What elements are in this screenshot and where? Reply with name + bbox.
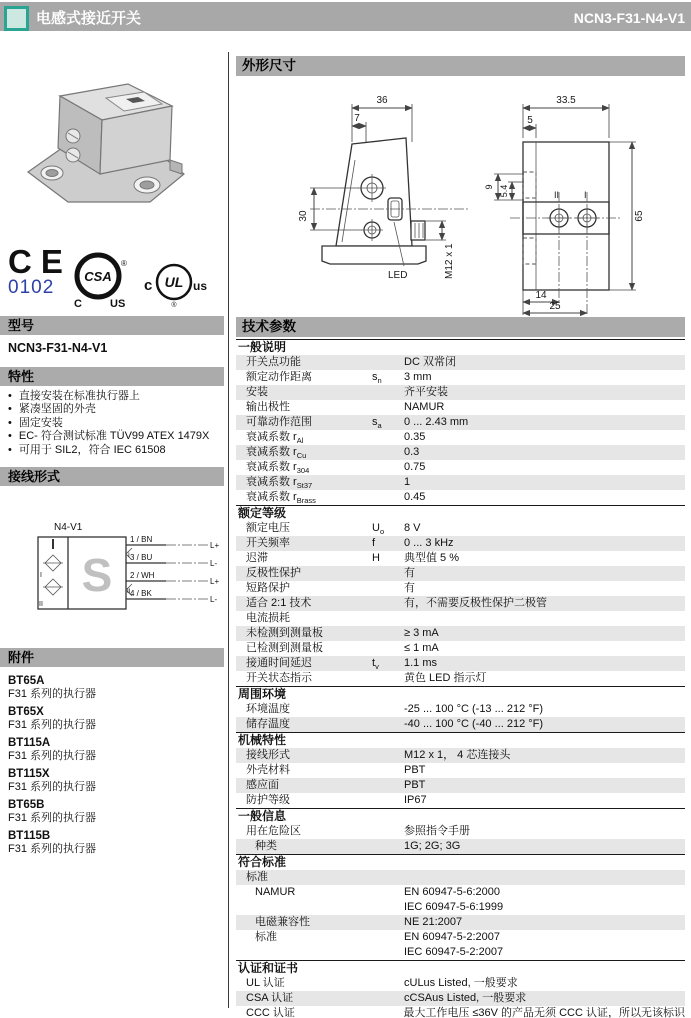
accessory-model: BT115X — [8, 768, 50, 780]
dim-7-label: 7 — [354, 113, 360, 124]
tech-row — [236, 355, 685, 370]
tech-row — [236, 839, 685, 854]
tech-row-label: 衰减系数 $r_{Al}$ — [246, 431, 304, 446]
tech-row-label: 额定电压 — [246, 522, 290, 534]
column-divider — [228, 52, 229, 1008]
tech-row-value — [404, 870, 685, 885]
tech-row — [236, 536, 685, 551]
feature-item: • 可用于 SIL2，符合 IEC 61508 — [8, 444, 224, 457]
accessory-description: F31 系列的执行器 — [8, 843, 97, 855]
tech-row-value: 有 — [404, 567, 415, 579]
dimension-drawing — [238, 82, 685, 316]
tech-row — [236, 475, 685, 490]
section-header-model: 型号 — [0, 316, 224, 335]
accessory-item — [8, 674, 222, 701]
tech-row-label: 迟滞 — [246, 552, 268, 564]
tech-row-value: ≥ 3 mA — [404, 627, 439, 639]
tech-row-value: 3 mm — [404, 371, 432, 383]
tech-row-symbol — [368, 611, 404, 626]
tech-section-header: 一般信息 — [236, 808, 685, 824]
tech-row-value — [404, 611, 685, 626]
tech-row-value: NAMUR — [404, 401, 445, 413]
tech-row-symbol — [368, 490, 404, 505]
tech-row-value: 0 ... 2.43 mm — [404, 416, 469, 428]
tech-row — [236, 656, 685, 671]
accessory-description: F31 系列的执行器 — [8, 719, 97, 731]
dim-5-4-label: 5.4 — [499, 184, 509, 198]
accessory-item — [8, 705, 222, 732]
tech-row-label: 安装 — [246, 386, 268, 398]
feature-item: • EC- 符合测试标准 TÜV99 ATEX 1479X — [8, 430, 224, 443]
tech-row-value: IP67 — [404, 794, 427, 806]
header-model: NCN3-F31-N4-V1 — [573, 10, 685, 26]
tech-row-symbol — [368, 566, 404, 581]
tech-row-value: 黄色 LED 指示灯 — [404, 672, 487, 684]
tech-row — [236, 671, 685, 686]
tech-row — [236, 385, 685, 400]
tech-row — [236, 702, 685, 717]
tech-row-symbol — [368, 460, 404, 475]
tech-row-label: 接通时间延迟 — [246, 657, 312, 669]
model-number: NCN3-F31-N4-V1 — [8, 341, 108, 355]
thread-label: M12 x 1 — [444, 243, 455, 279]
accessory-item — [8, 767, 222, 794]
wire-polarity-label: L- — [210, 595, 218, 604]
tech-row-label: 未检测到测量板 — [246, 627, 323, 639]
accessory-item — [8, 798, 222, 825]
tech-row-label: 已检测到测量板 — [246, 642, 323, 654]
accessory-model: BT65B — [8, 799, 45, 811]
tech-row-value: 有，不需要反极性保护二极管 — [404, 597, 547, 609]
wire-pin-label: 3 / BU — [130, 553, 153, 562]
tech-row-symbol — [368, 824, 404, 839]
tech-row-value: cCSAus Listed, 一般要求 — [404, 992, 527, 1004]
tech-row-symbol — [368, 717, 404, 732]
tech-row — [236, 778, 685, 793]
tech-row-label: 开关点功能 — [246, 356, 301, 368]
tech-row — [236, 885, 685, 915]
accessory-description: F31 系列的执行器 — [8, 781, 97, 793]
tech-row-label: 防护等级 — [246, 794, 290, 806]
product-image — [10, 54, 205, 239]
wire-pin-label: 4 / BK — [130, 589, 152, 598]
ce-mark — [8, 243, 72, 298]
tech-row-symbol: H — [372, 552, 380, 564]
tech-row — [236, 870, 685, 885]
tech-row-symbol — [368, 385, 404, 400]
csa-letters: CSA — [84, 269, 112, 284]
tech-row-symbol — [368, 885, 404, 915]
tech-row — [236, 763, 685, 778]
tech-row-label: 种类 — [255, 840, 277, 852]
tech-section-header: 一般说明 — [236, 339, 685, 355]
dim-9-label: 9 — [484, 184, 494, 190]
tech-row-label: 开关状态指示 — [246, 672, 312, 684]
feature-list — [8, 390, 224, 457]
ce-mark-letters: CE — [8, 243, 72, 280]
accessory-model: BT65X — [8, 706, 44, 718]
wire-pin-label: 1 / BN — [130, 535, 153, 544]
header-bar — [0, 2, 691, 31]
tech-row-symbol — [368, 870, 404, 885]
feature-item: • 紧凑坚固的外壳 — [8, 403, 224, 416]
led-label: LED — [388, 270, 408, 281]
accessory-model: BT115B — [8, 830, 51, 842]
tech-row-symbol — [368, 641, 404, 656]
channel-1-label: I — [584, 190, 587, 200]
tech-row — [236, 824, 685, 839]
tech-row-symbol — [368, 596, 404, 611]
feature-item: • 固定安装 — [8, 417, 224, 430]
brand-square-icon — [4, 6, 29, 31]
tech-row-symbol: $t_v$ — [372, 657, 379, 672]
tech-row — [236, 490, 685, 505]
tech-section-header: 符合标准 — [236, 854, 685, 870]
tech-row-symbol — [368, 400, 404, 415]
sensor-s-mark: S — [81, 549, 113, 601]
tech-row-symbol — [368, 991, 404, 1006]
dim-30-label: 30 — [298, 210, 309, 222]
accessory-list — [8, 674, 222, 860]
wire-pin-label: 2 / WH — [130, 571, 155, 580]
tech-row-symbol — [367, 1006, 403, 1018]
tech-row-label: 环境温度 — [246, 703, 290, 715]
tech-row-label: NAMUR — [255, 886, 296, 898]
tech-row — [236, 566, 685, 581]
tech-row-value: 齐平安装 — [404, 386, 448, 398]
tech-row-label: 衰减系数 $r_{Cu}$ — [246, 446, 307, 461]
tech-row-label: 可靠动作范围 — [246, 416, 312, 428]
tech-row — [236, 915, 685, 930]
tech-row — [236, 370, 685, 385]
tech-row-value: 最大工作电压 ≤36V 的产品无须 CCC 认证，所以无该标识 — [403, 1007, 685, 1018]
wire-polarity-label: L+ — [210, 577, 220, 586]
tech-row — [236, 930, 685, 960]
tech-section-header: 机械特性 — [236, 732, 685, 748]
tech-row-symbol — [368, 976, 404, 991]
wire-group-2-label: II — [127, 588, 131, 595]
tech-section-header: 周围环境 — [236, 686, 685, 702]
channel-2-label: II — [554, 190, 560, 200]
tech-row-value: 1.1 ms — [404, 657, 438, 669]
tech-row — [236, 717, 685, 732]
tech-row-label: 标准 — [246, 871, 268, 883]
tech-row-value: EN 60947-5-2:2007 IEC 60947-5-2:2007 — [404, 931, 504, 958]
tech-row-value: EN 60947-5-6:2000 IEC 60947-5-6:1999 — [404, 886, 504, 913]
tech-row-label: 储存温度 — [246, 718, 290, 730]
tech-row-value: NE 21:2007 — [404, 916, 463, 928]
ul-c-label: c — [144, 277, 153, 294]
csa-mark — [68, 250, 132, 310]
accessory-item — [8, 829, 222, 856]
tech-row-symbol — [368, 748, 404, 763]
tech-row-label: 外壳材料 — [246, 764, 290, 776]
dim-33-5-label: 33.5 — [556, 95, 576, 106]
tech-row-label: 感应面 — [246, 779, 279, 791]
dim-65-label: 65 — [634, 210, 645, 222]
tech-row-value: 典型值 5 % — [404, 552, 460, 564]
section-header-features: 特性 — [0, 367, 224, 386]
wire-polarity-label: L+ — [210, 541, 220, 550]
tech-row-symbol — [368, 445, 404, 460]
tech-row-label: 衰减系数 $r_{St37}$ — [246, 476, 313, 491]
dim-36-label: 36 — [376, 95, 388, 106]
tech-row-label: 接线形式 — [246, 749, 290, 761]
tech-row — [236, 430, 685, 445]
tech-row-symbol: $s_a$ — [372, 416, 382, 431]
tech-row — [236, 748, 685, 763]
feature-item: • 直接安装在标准执行器上 — [8, 390, 224, 403]
wiring-diagram — [16, 519, 221, 621]
tech-row-value: 有 — [404, 582, 415, 594]
tech-row-label: 输出极性 — [246, 401, 290, 413]
tech-row-value: 0.75 — [404, 461, 426, 473]
ul-us-label: us — [193, 279, 208, 293]
wiring-channel-1-inner: I — [40, 572, 42, 579]
wire-polarity-label: L- — [210, 559, 218, 568]
accessory-item — [8, 736, 222, 763]
tech-row-symbol — [368, 793, 404, 808]
tech-row-symbol — [368, 778, 404, 793]
tech-row-label: 反极性保护 — [246, 567, 301, 579]
tech-row-symbol — [368, 763, 404, 778]
tech-row-value: -25 ... 100 °C (-13 ... 212 °F) — [404, 703, 544, 715]
tech-row — [236, 793, 685, 808]
registered-icon: ® — [121, 259, 127, 268]
tech-row-value: PBT — [404, 779, 426, 791]
tech-row-label: 短路保护 — [246, 582, 290, 594]
tech-row-label: 额定动作距离 — [246, 371, 312, 383]
tech-section-header: 额定等级 — [236, 505, 685, 521]
tech-row-label: 开关频率 — [246, 537, 290, 549]
tech-row-symbol — [368, 626, 404, 641]
wiring-variant-label: N4-V1 — [54, 522, 83, 533]
tech-row-value: M12 x 1， 4 芯连接头 — [404, 749, 511, 761]
section-header-dimensions: 外形尺寸 — [236, 56, 685, 76]
tech-row-value: ≤ 1 mA — [404, 642, 439, 654]
dim-25-label: 25 — [549, 301, 561, 312]
csa-c-label: C — [74, 298, 82, 310]
accessory-model: BT65A — [8, 675, 45, 687]
tech-row-label: 电流损耗 — [246, 612, 290, 624]
tech-row — [236, 641, 685, 656]
tech-row — [236, 1006, 685, 1018]
tech-row-value: DC 双常闭 — [404, 356, 456, 368]
tech-row — [236, 521, 685, 536]
tech-row-label: 用在危险区 — [246, 825, 301, 837]
tech-row-label: CCC 认证 — [246, 1007, 295, 1018]
tech-row-value: 0.3 — [404, 446, 420, 458]
tech-row-symbol — [368, 915, 404, 930]
tech-row-symbol: f — [372, 537, 376, 549]
tech-table — [236, 339, 685, 1018]
tech-row — [236, 551, 685, 566]
section-header-tech: 技术参数 — [236, 317, 685, 337]
tech-row-value: 1 — [404, 476, 411, 488]
section-header-accessories: 附件 — [0, 648, 224, 667]
tech-row-symbol — [368, 930, 404, 960]
tech-row — [236, 581, 685, 596]
tech-row-symbol — [368, 671, 404, 686]
page-title: 电感式接近开关 — [36, 10, 142, 27]
tech-row-label: UL 认证 — [246, 977, 285, 989]
tech-row-symbol — [368, 839, 404, 854]
tech-row-symbol — [368, 581, 404, 596]
tech-row-label: 电磁兼容性 — [255, 916, 310, 928]
tech-row — [236, 460, 685, 475]
tech-row-label: 衰减系数 $r_{304}$ — [246, 461, 310, 476]
dim-5-label: 5 — [527, 115, 533, 126]
tech-row-value: -40 ... 100 °C (-40 ... 212 °F) — [404, 718, 544, 730]
accessory-description: F31 系列的执行器 — [8, 812, 97, 824]
accessory-description: F31 系列的执行器 — [8, 750, 97, 762]
ul-letters: UL — [164, 274, 184, 290]
tech-row-value: cULus Listed, 一般要求 — [404, 977, 518, 989]
accessory-description: F31 系列的执行器 — [8, 688, 97, 700]
accessory-model: BT115A — [8, 737, 51, 749]
tech-row-label: 适合 2:1 技术 — [246, 597, 312, 609]
tech-row-symbol: $U_o$ — [372, 522, 385, 537]
section-header-connection: 接线形式 — [0, 467, 224, 486]
tech-row-symbol — [368, 355, 404, 370]
tech-row-value: PBT — [404, 764, 426, 776]
wiring-channel-2-inner: II — [39, 601, 43, 608]
tech-row-symbol — [368, 430, 404, 445]
ce-notified-body-number: 0102 — [8, 277, 55, 298]
registered-icon: ® — [171, 302, 177, 309]
tech-row — [236, 626, 685, 641]
ul-mark — [140, 257, 210, 309]
tech-section-header: 认证和证书 — [236, 960, 685, 976]
tech-row — [236, 415, 685, 430]
tech-row — [236, 445, 685, 460]
csa-us-label: US — [110, 298, 126, 310]
dim-14-label: 14 — [535, 290, 547, 301]
tech-row-label: 衰减系数 $r_{Brass}$ — [246, 491, 316, 506]
tech-row-value: 0.35 — [404, 431, 426, 443]
tech-row-label: CSA 认证 — [246, 992, 294, 1004]
tech-row-symbol: $s_n$ — [372, 371, 382, 386]
wire-group-1-label: I — [128, 552, 130, 559]
tech-row — [236, 611, 685, 626]
tech-row — [236, 596, 685, 611]
tech-row — [236, 991, 685, 1006]
tech-row-value: 0 ... 3 kHz — [404, 537, 454, 549]
tech-row-label: 标准 — [255, 931, 277, 943]
tech-row-symbol — [368, 702, 404, 717]
tech-row-symbol — [368, 475, 404, 490]
tech-row — [236, 976, 685, 991]
tech-row-value: 1G; 2G; 3G — [404, 840, 461, 852]
tech-row-value: 参照指令手册 — [404, 825, 470, 837]
tech-row-value: 8 V — [404, 522, 421, 534]
tech-row — [236, 400, 685, 415]
tech-row-value: 0.45 — [404, 491, 426, 503]
